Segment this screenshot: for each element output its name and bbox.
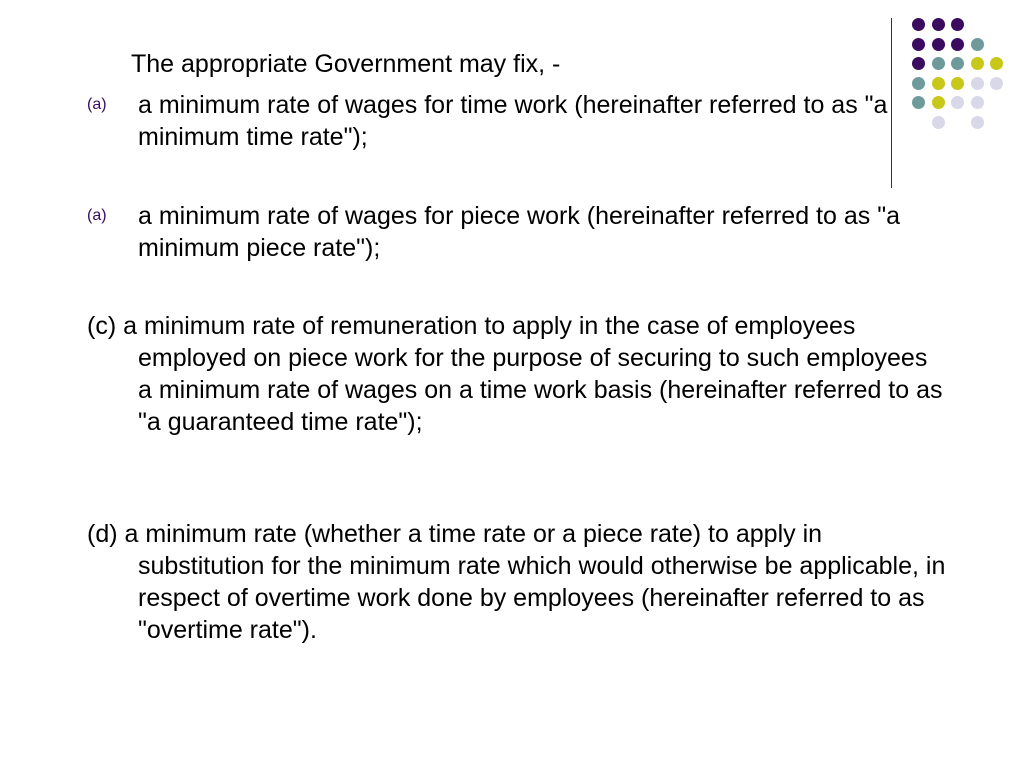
list-marker: (a) xyxy=(87,96,107,113)
decorative-dot xyxy=(932,38,945,51)
decorative-dot xyxy=(932,96,945,109)
list-item-text: a minimum rate of wages for piece work (hereinafter referred to as "a minimum piece rate"); xyxy=(138,202,900,262)
vertical-divider xyxy=(891,18,892,188)
decorative-dot xyxy=(971,116,984,129)
decorative-dot xyxy=(951,57,964,70)
decorative-dot xyxy=(971,77,984,90)
list-marker: (a) xyxy=(87,207,107,224)
decorative-dot xyxy=(912,18,925,31)
decorative-dot xyxy=(912,96,925,109)
decorative-dot xyxy=(912,77,925,90)
decorative-dot xyxy=(990,57,1003,70)
list-item-time-rate xyxy=(87,89,947,159)
decorative-dot xyxy=(951,38,964,51)
list-item-piece-rate xyxy=(87,200,947,270)
decorative-dot xyxy=(932,18,945,31)
intro-text: The appropriate Government may fix, - xyxy=(131,50,561,78)
decorative-dot xyxy=(932,57,945,70)
decorative-dot xyxy=(971,38,984,51)
decorative-dot xyxy=(951,18,964,31)
decorative-dot xyxy=(971,96,984,109)
list-item-overtime-rate: (d) a minimum rate (whether a time rate or a piece rate) to apply in substitution for the minimum rate which would otherwise be applicable, in respect of overtime work done by employees (hereinafter referred to as "overtime rate"). xyxy=(87,520,946,644)
decorative-dot xyxy=(990,77,1003,90)
decorative-dot xyxy=(951,96,964,109)
list-item-text: a minimum rate of wages for time work (hereinafter referred to as "a minimum time rate"); xyxy=(138,91,888,151)
decorative-dot xyxy=(932,77,945,90)
decorative-dot xyxy=(932,116,945,129)
decorative-dot xyxy=(971,57,984,70)
decorative-dot xyxy=(912,57,925,70)
decorative-dot xyxy=(951,77,964,90)
decorative-dot xyxy=(912,38,925,51)
list-item-guaranteed-time-rate: (c) a minimum rate of remuneration to apply in the case of employees employed on piece work for the purpose of securing to such employees a minimum rate of wages on a time work basis (hereinafter referred to as "a guaranteed time rate"); xyxy=(87,312,943,436)
